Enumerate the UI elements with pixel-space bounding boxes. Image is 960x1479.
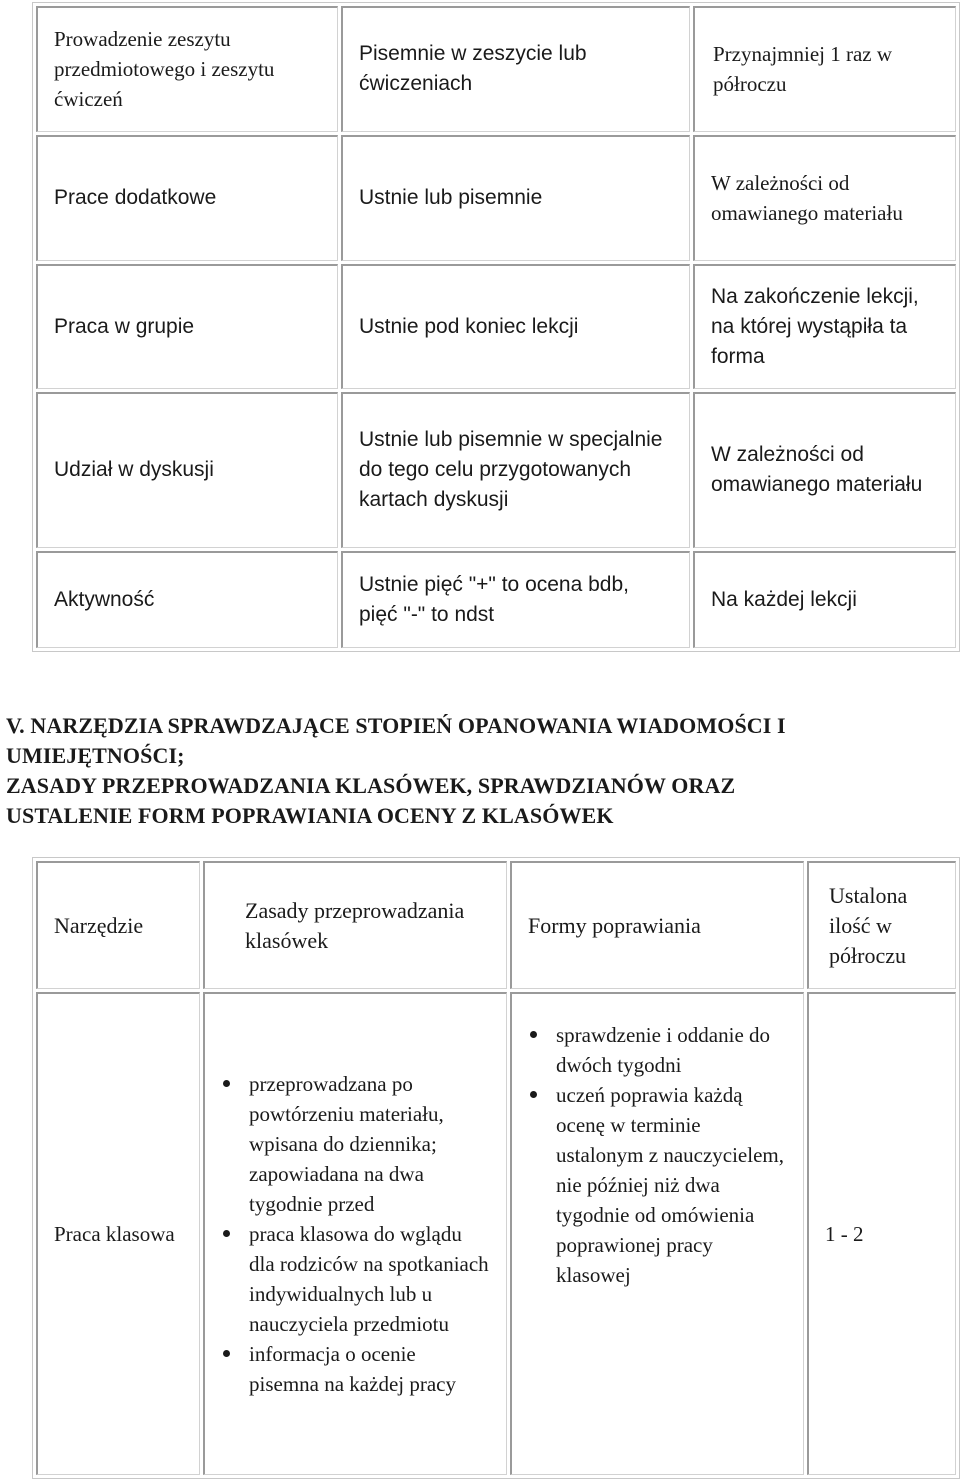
corrections-cell: [510, 992, 804, 1475]
method-cell: Ustnie pod koniec lekcji: [341, 264, 690, 390]
header-row: [36, 861, 956, 989]
table-row: [36, 992, 956, 1475]
assessment-forms-table: [32, 2, 960, 652]
method-cell: Ustnie lub pisemnie w specjalnie do tego celu przygotowanych kartach dyskusji: [341, 392, 690, 547]
heading-line: ZASADY PRZEPROWADZANIA KLASÓWEK, SPRAWDZIANÓW ORAZ: [6, 773, 736, 798]
list-item: praca klasowa do wglądu dla rodziców na spotkaniach indywidualnych lub u nauczyciela przedmiotu: [249, 1219, 490, 1339]
method-cell: Pisemnie w zeszycie lub ćwiczeniach: [341, 6, 690, 132]
tests-rules-table: [32, 857, 960, 1479]
list-item: informacja o ocenie pisemna na każdej pracy: [249, 1339, 490, 1399]
heading-line: UMIEJĘTNOŚCI;: [6, 743, 185, 768]
list-item: uczeń poprawia każdą ocenę w terminie ustalonym z nauczycielem, nie później niż dwa tygodnie od omówienia poprawionej pracy klasowej: [556, 1080, 787, 1290]
table-row: [36, 6, 956, 132]
method-cell: Ustnie pięć "+" to ocena bdb, pięć "-" to ndst: [341, 551, 690, 648]
frequency-cell: W zależności od omawianego materiału: [693, 392, 956, 547]
count-cell: 1 - 2: [807, 992, 956, 1475]
column-header-rules: Zasady przeprowadzania klasówek: [203, 861, 507, 989]
section-heading: [6, 711, 956, 831]
frequency-cell: Przynajmniej 1 raz w półroczu: [693, 6, 956, 132]
column-header-tool: Narzędzie: [36, 861, 200, 989]
tool-cell: Udział w dyskusji: [36, 392, 338, 547]
method-cell: Ustnie lub pisemnie: [341, 135, 690, 261]
frequency-cell: Na każdej lekcji: [693, 551, 956, 648]
list-item: sprawdzenie i oddanie do dwóch tygodni: [556, 1020, 787, 1080]
table-row: [36, 135, 956, 261]
table-row: [36, 551, 956, 648]
heading-line: V. NARZĘDZIA SPRAWDZAJĄCE STOPIEŃ OPANOWANIA WIADOMOŚCI I: [6, 713, 786, 738]
column-header-count: Ustalona ilość w półroczu: [807, 861, 956, 989]
tool-cell: Praca w grupie: [36, 264, 338, 390]
rules-list: [221, 1069, 490, 1399]
frequency-cell: Na zakończenie lekcji, na której wystąpiła ta forma: [693, 264, 956, 390]
tool-cell: Praca klasowa: [36, 992, 200, 1475]
tool-cell: Prace dodatkowe: [36, 135, 338, 261]
tool-cell: Prowadzenie zeszytu przedmiotowego i zeszytu ćwiczeń: [36, 6, 338, 132]
table-row: [36, 392, 956, 547]
tool-cell: Aktywność: [36, 551, 338, 648]
table-row: [36, 264, 956, 390]
frequency-cell: W zależności od omawianego materiału: [693, 135, 956, 261]
heading-line: USTALENIE FORM POPRAWIANIA OCENY Z KLASÓWEK: [6, 803, 614, 828]
list-item: przeprowadzana po powtórzeniu materiału, wpisana do dziennika; zapowiadana na dwa tygodnie przed: [249, 1069, 490, 1219]
corrections-list: [528, 1020, 787, 1290]
column-header-corrections: Formy poprawiania: [510, 861, 804, 989]
rules-cell: [203, 992, 507, 1475]
